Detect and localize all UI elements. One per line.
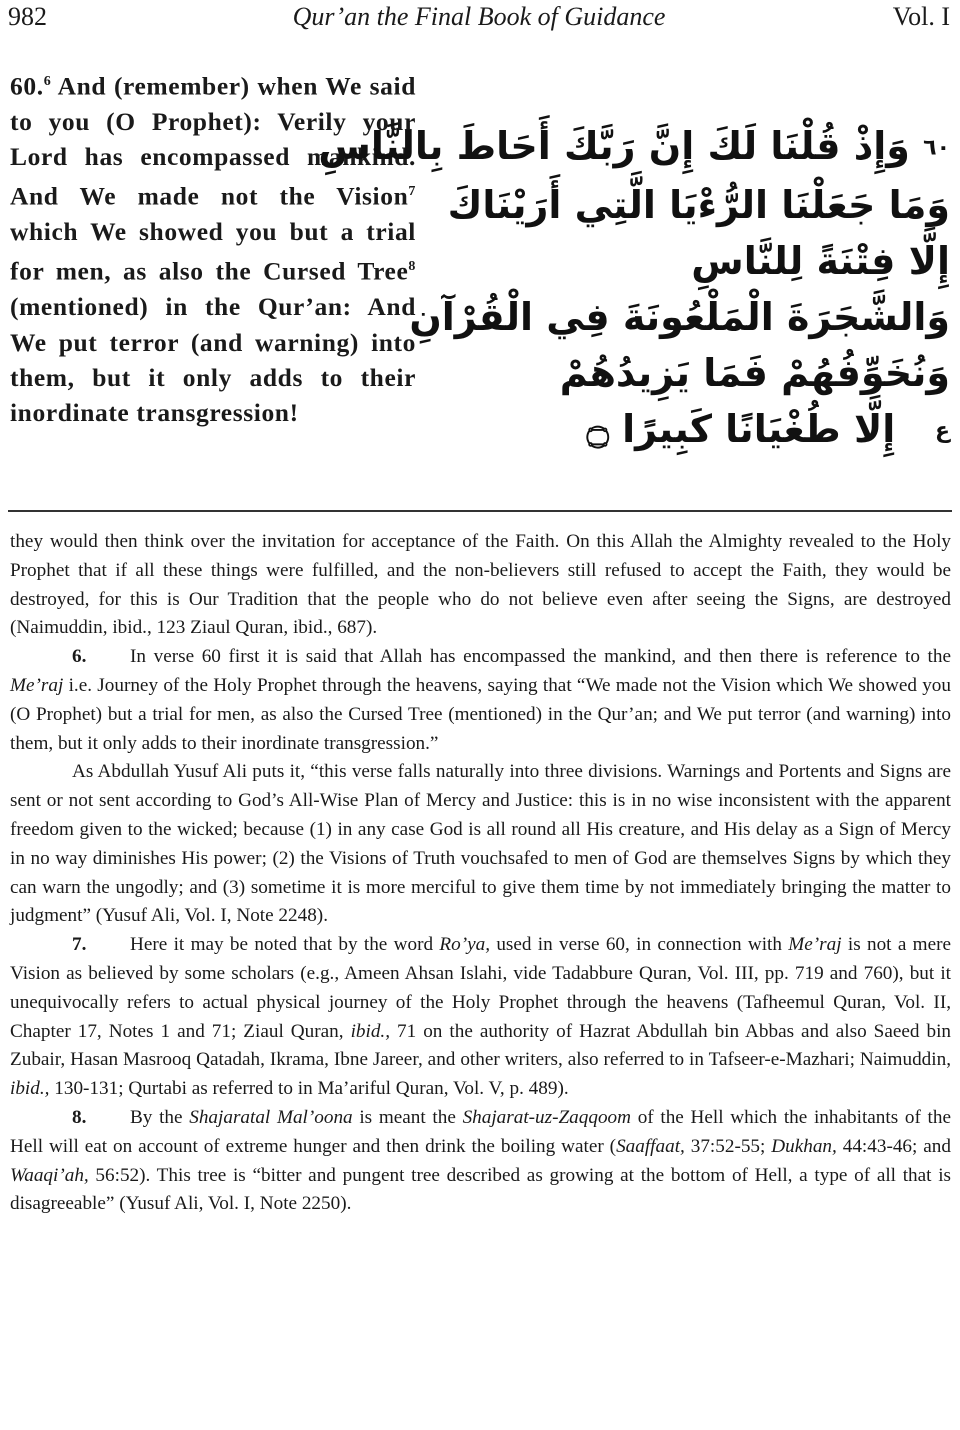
- note-ref-8: 8: [408, 259, 416, 275]
- verse-text-1: And (remember) when We said to you (O Prophet): Verily your Lord has encompassed mankind. And We made not the Vision: [10, 71, 416, 211]
- arabic-verse: [318, 118, 950, 459]
- page-number: 982: [8, 2, 47, 31]
- arabic-line-3: إِلَّا فِتْنَةً لِلنَّاسِ: [691, 238, 950, 283]
- footnotes: [10, 528, 951, 1219]
- note-7: 7. Here it may be noted that by the word Ro’ya, used in verse 60, in connection with Me’raj is not a mere Vision as believed by some scholars (e.g., Ameen Ahsan Islahi, vide Tadabbure Quran, Vol. III, pp. 719 and 760), but it unequivocally refers to actual physical journey of the Holy Prophet through the heavens (Tafheemul Quran, Vol. II, Chapter 17, Notes 1 and 71; Ziaul Quran, ibid., 71 on the authority of Hazrat Abdullah bin Abbas and also Saeed bin Zubair, Hasan Masrooq Qatadah, Ikrama, Ibne Jareer, and other writers, also referred to in Tafseer-e-Mazhari; Naimuddin, ibid., 130-131; Qurtabi as referred to in Ma’ariful Quran, Vol. V, p. 489).: [10, 931, 951, 1104]
- note-6-paragraph-2: As Abdullah Yusuf Ali puts it, “this verse falls naturally into three divisions. Warnings and Portents and Signs are sent or not sent according to God’s All-Wise Plan of Mercy and Justice: this is in no wise inconsistent with the apparent freedom given to the wicked; because (1) in any case God is all round all His creature, and His delay as a Sign of Mercy in no way diminishes His power; (2) the Visions of Truth vouchsafed to men of God are themselves Signs by which they can warn the ungodly; and (3) sometime it is more merciful to give them time by not immediately bringing the matter to judgment” (Yusuf Ali, Vol. I, Note 2248).: [10, 761, 951, 927]
- note-continuation: they would then think over the invitation for acceptance of the Faith. On this Allah the Almighty revealed to the Holy Prophet that if all these things were fulfilled, and the non-believers still refused to accept the Faith, they would be destroyed, for this is Our Tradition that the people who do not believe even after seeing the Signs, are destroyed (Naimuddin, ibid., 123 Ziaul Quran, ibid., 687).: [10, 531, 951, 639]
- arabic-line-1: ٦٠ وَإِذْ قُلْنَا لَكَ إِنَّ رَبَّكَ أَحَاطَ بِالنَّاسِ: [318, 124, 950, 168]
- note-6-number: 6.: [72, 646, 87, 668]
- note-ref-7: 7: [408, 184, 416, 200]
- note-7-number: 7.: [72, 934, 87, 956]
- book-title: Qur’an the Final Book of Guidance: [292, 2, 666, 31]
- arabic-line-5: وَنُخَوِّفُهُمْ فَمَا يَزِيدُهُمْ: [559, 350, 950, 395]
- verse-text-3: (mentioned) in the Qur’an: And We put terror (and warning) into them, but it only adds to their inordinate transgression!: [10, 292, 416, 428]
- note-ref-6: 6: [43, 74, 52, 89]
- arabic-line-6: ع إِلَّا طُغْيَانًا كَبِيرًا ۝: [586, 406, 950, 451]
- section-divider: [8, 510, 952, 512]
- verse-marker-60: ٦٠: [923, 135, 950, 161]
- arabic-line-2: وَمَا جَعَلْنَا الرُّءْيَا الَّتِي أَرَيْنَاكَ: [447, 182, 950, 227]
- note-8: 8. By the Shajaratal Mal’oona is meant the Shajarat-uz-Zaqqoom of the Hell which the inhabitants of the Hell will eat on account of extreme hunger and then drink the boiling water (Saaffaat, 37:52-55; Dukhan, 44:43-46; and Waaqi’ah, 56:52). This tree is “bitter and pungent tree described as growing at the bottom of Hell, a type of all that is disagreeable” (Yusuf Ali, Vol. I, Note 2250).: [10, 1104, 951, 1219]
- verse-text-2: which We showed you but a trial for men, as also the Cursed Tree: [10, 217, 416, 286]
- page-header: [8, 2, 950, 36]
- arabic-line-4: وَالشَّجَرَةَ الْمَلْعُونَةَ فِي الْقُرْآنِ: [409, 294, 950, 339]
- verse-number: 60.: [10, 71, 44, 101]
- ruku-mark: ع: [934, 418, 950, 443]
- note-6: 6. In verse 60 first it is said that Allah has encompassed the mankind, and then there is reference to the Me’raj i.e. Journey of the Holy Prophet through the heavens, saying that “We made not the Vision which We showed you (O Prophet) but a trial for men, as also the Cursed Tree (mentioned) in the Qur’an; and We put terror (and warning) into them, but it only adds to their inordinate transgression.”: [10, 643, 951, 758]
- note-8-number: 8.: [72, 1106, 87, 1128]
- volume-label: Vol. I: [892, 2, 950, 31]
- ayah-end-marker: ۝: [586, 406, 609, 451]
